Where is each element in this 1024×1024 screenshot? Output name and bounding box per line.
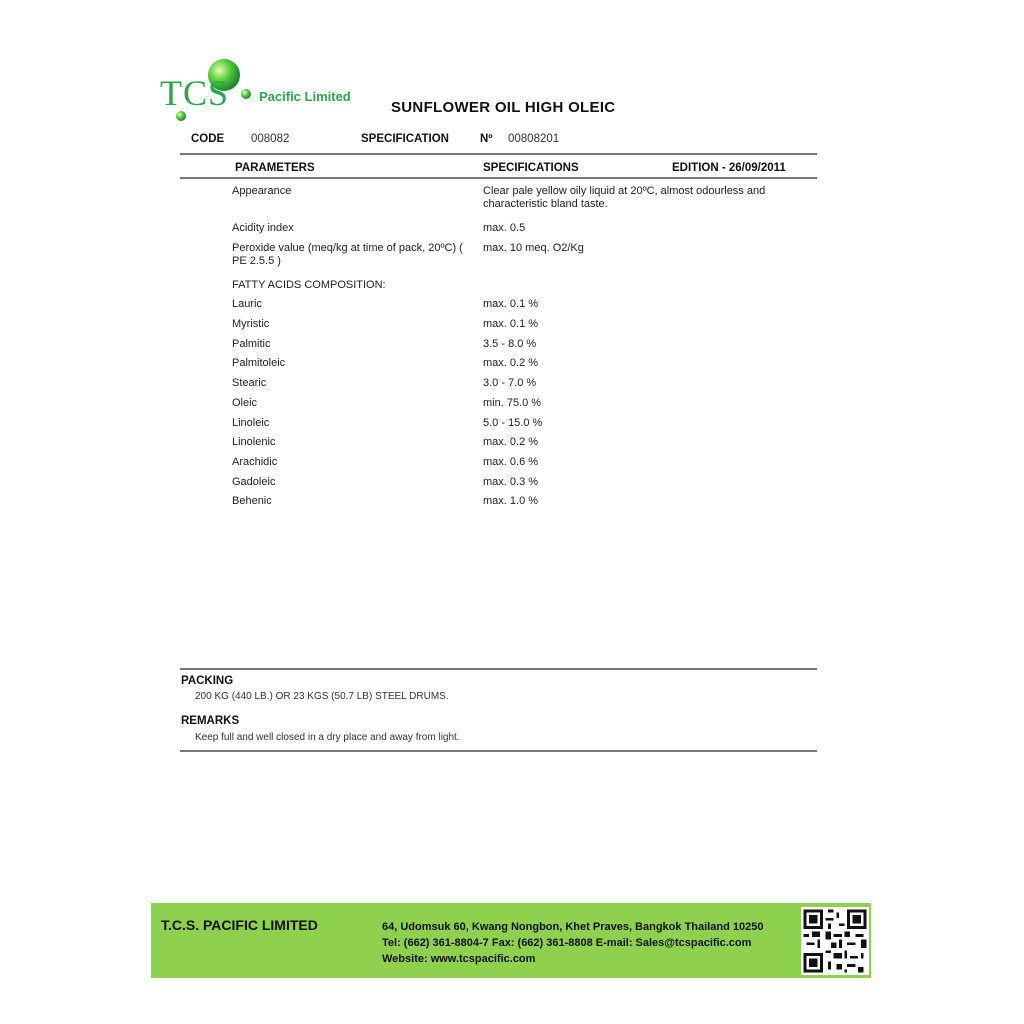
packing-top-rule [180,668,817,670]
code-label: CODE [191,133,225,145]
document-title: SUNFLOWER OIL HIGH OLEIC [391,99,616,116]
footer-company: T.C.S. PACIFIC LIMITED [161,917,318,933]
fatty-acid-value: max. 0.3 % [483,476,539,488]
specification-label: SPECIFICATION [361,133,449,145]
fatty-acid-name: Lauric [232,298,262,310]
logo-letters: TCS [160,73,230,113]
fatty-acid-row [0,318,1024,332]
spec-acidity: max. 0.5 [483,222,526,234]
column-parameters: PARAMETERS [235,162,315,174]
fatty-acid-value: 3.0 - 7.0 % [483,377,537,389]
spec-appearance-line2: characteristic bland taste. [483,198,608,210]
spec-appearance-line1: Clear pale yellow oily liquid at 20ºC, almost odourless and [483,185,766,197]
fatty-acid-name: Behenic [232,495,272,507]
fatty-acid-name: Arachidic [232,456,278,468]
fatty-acid-row [0,456,1024,470]
fatty-acid-row [0,357,1024,371]
fatty-acid-name: Palmitic [232,338,271,350]
footer-website: Website: www.tcspacific.com [382,953,536,965]
fatty-acid-row [0,298,1024,312]
fatty-acid-value: 3.5 - 8.0 % [483,338,537,350]
logo-subtitle: Pacific Limited [259,89,351,104]
fatty-acid-row [0,436,1024,450]
fatty-acid-value: max. 0.1 % [483,298,539,310]
remarks-bottom-rule [180,750,817,752]
param-appearance: Appearance [232,185,292,197]
fatty-acid-value: 5.0 - 15.0 % [483,417,543,429]
packing-text: 200 KG (440 LB.) OR 23 KGS (50.7 LB) STEEL DRUMS. [195,691,449,702]
fatty-acid-row [0,476,1024,490]
code-value: 008082 [251,133,290,145]
fatty-acid-value: max. 1.0 % [483,495,539,507]
fatty-acid-value: max. 0.6 % [483,456,539,468]
fatty-acid-name: Stearic [232,377,267,389]
param-peroxide-line1: Peroxide value (meq/kg at time of pack, 20ºC) ( [232,242,463,254]
column-specifications: SPECIFICATIONS [483,162,579,174]
footer-address-block [382,919,763,967]
fatty-acid-value: min. 75.0 % [483,397,542,409]
remarks-heading: REMARKS [181,715,240,727]
fatty-acids-heading: FATTY ACIDS COMPOSITION: [232,279,386,291]
columns-rule [180,177,817,179]
header-rule [180,153,817,155]
fatty-acid-row [0,338,1024,352]
fatty-acid-row [0,397,1024,411]
fatty-acid-name: Linoleic [232,417,270,429]
number-label: Nº [480,133,493,145]
fatty-acid-name: Oleic [232,397,258,409]
fatty-acid-value: max. 0.1 % [483,318,539,330]
fatty-acid-row [0,377,1024,391]
fatty-acid-row [0,417,1024,431]
fatty-acid-name: Gadoleic [232,476,276,488]
remarks-text: Keep full and well closed in a dry place and away from light. [195,732,460,743]
fatty-acid-value: max. 0.2 % [483,357,539,369]
spec-peroxide: max. 10 meq. O2/Kg [483,242,584,254]
fatty-acid-name: Linolenic [232,436,276,448]
fatty-acid-value: max. 0.2 % [483,436,539,448]
fatty-acid-name: Palmitoleic [232,357,286,369]
param-peroxide-line2: PE 2.5.5 ) [232,255,281,267]
number-value: 00808201 [508,133,560,145]
packing-heading: PACKING [181,675,234,687]
qr-code-icon [801,907,869,975]
column-edition: EDITION - 26/09/2011 [672,162,786,174]
param-acidity: Acidity index [232,222,294,234]
fatty-acid-name: Myristic [232,318,270,330]
footer-address: 64, Udomsuk 60, Kwang Nongbon, Khet Praves, Bangkok Thailand 10250 [382,921,764,933]
footer-contact: Tel: (662) 361-8804-7 Fax: (662) 361-8808 E-mail: Sales@tcspacific.com [382,937,752,949]
fatty-acid-row [0,495,1024,509]
